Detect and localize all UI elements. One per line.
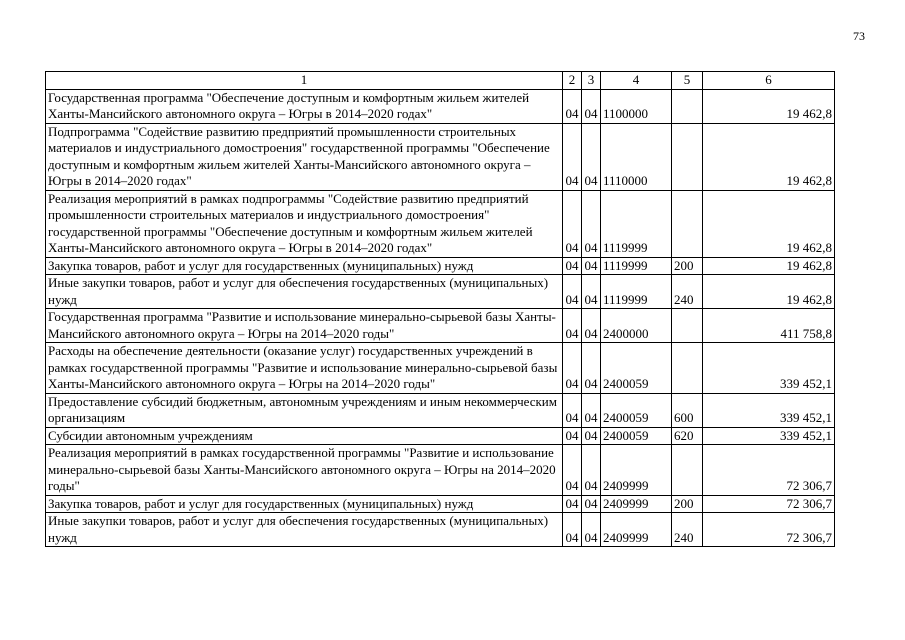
row-amount: 19 462,8 bbox=[703, 190, 835, 257]
header-col-3: 3 bbox=[582, 72, 601, 90]
row-amount: 19 462,8 bbox=[703, 257, 835, 275]
row-description: Расходы на обеспечение деятельности (оказание услуг) государственных учреждений в рамках государственной программы "Развитие и использование минерально-сырьевой базы Ханты-Мансийского автономного округа – Югры на 2014–2020 годы" bbox=[46, 343, 563, 394]
header-col-5: 5 bbox=[672, 72, 703, 90]
page-number: 73 bbox=[853, 29, 865, 43]
row-subsection: 04 bbox=[582, 275, 601, 309]
row-section: 04 bbox=[563, 309, 582, 343]
row-subsection: 04 bbox=[582, 393, 601, 427]
table-header-row bbox=[46, 72, 835, 90]
row-target-code: 2400059 bbox=[601, 343, 672, 394]
header-col-6: 6 bbox=[703, 72, 835, 90]
row-description: Государственная программа "Развитие и использование минерально-сырьевой базы Ханты-Мансийского автономного округа – Югры на 2014–2020 годы" bbox=[46, 309, 563, 343]
row-description: Предоставление субсидий бюджетным, автономным учреждениям и иным некоммерческим организациям bbox=[46, 393, 563, 427]
table-row bbox=[46, 89, 835, 123]
row-section: 04 bbox=[563, 427, 582, 445]
row-expense-type bbox=[672, 89, 703, 123]
row-target-code: 2400000 bbox=[601, 309, 672, 343]
row-subsection: 04 bbox=[582, 257, 601, 275]
row-subsection: 04 bbox=[582, 445, 601, 496]
header-col-2: 2 bbox=[563, 72, 582, 90]
row-subsection: 04 bbox=[582, 513, 601, 547]
row-subsection: 04 bbox=[582, 495, 601, 513]
row-description: Подпрограмма "Содействие развитию предприятий промышленности строительных материалов и индустриального домостроения" государственной программы "Обеспечение доступным и комфортным жильем жителей Ханты-Мансийского автономного округа – Югры в 2014–2020 годах" bbox=[46, 123, 563, 190]
row-section: 04 bbox=[563, 513, 582, 547]
row-expense-type bbox=[672, 309, 703, 343]
row-amount: 411 758,8 bbox=[703, 309, 835, 343]
table-row bbox=[46, 275, 835, 309]
row-amount: 72 306,7 bbox=[703, 495, 835, 513]
row-section: 04 bbox=[563, 275, 582, 309]
row-subsection: 04 bbox=[582, 343, 601, 394]
row-expense-type: 200 bbox=[672, 257, 703, 275]
row-amount: 339 452,1 bbox=[703, 343, 835, 394]
table-row bbox=[46, 513, 835, 547]
table-row bbox=[46, 445, 835, 496]
row-description: Иные закупки товаров, работ и услуг для обеспечения государственных (муниципальных) нужд bbox=[46, 513, 563, 547]
row-description: Иные закупки товаров, работ и услуг для обеспечения государственных (муниципальных) нужд bbox=[46, 275, 563, 309]
row-expense-type bbox=[672, 123, 703, 190]
row-subsection: 04 bbox=[582, 309, 601, 343]
header-col-1: 1 bbox=[46, 72, 563, 90]
row-expense-type: 240 bbox=[672, 275, 703, 309]
row-section: 04 bbox=[563, 393, 582, 427]
row-subsection: 04 bbox=[582, 190, 601, 257]
table-row bbox=[46, 257, 835, 275]
row-amount: 339 452,1 bbox=[703, 427, 835, 445]
row-description: Реализация мероприятий в рамках подпрограммы "Содействие развитию предприятий промышленности строительных материалов и индустриального домостроения" государственной программы "Обеспечение доступным и комфортным жильем жителей Ханты-Мансийского автономного округа – Югры в 2014–2020 годах" bbox=[46, 190, 563, 257]
row-subsection: 04 bbox=[582, 123, 601, 190]
row-subsection: 04 bbox=[582, 89, 601, 123]
row-section: 04 bbox=[563, 190, 582, 257]
row-amount: 72 306,7 bbox=[703, 445, 835, 496]
row-amount: 19 462,8 bbox=[703, 89, 835, 123]
row-amount: 339 452,1 bbox=[703, 393, 835, 427]
row-section: 04 bbox=[563, 123, 582, 190]
row-expense-type bbox=[672, 190, 703, 257]
budget-table bbox=[45, 71, 835, 547]
row-expense-type bbox=[672, 445, 703, 496]
row-section: 04 bbox=[563, 445, 582, 496]
row-subsection: 04 bbox=[582, 427, 601, 445]
table-row bbox=[46, 393, 835, 427]
table-row bbox=[46, 427, 835, 445]
row-amount: 72 306,7 bbox=[703, 513, 835, 547]
row-target-code: 2409999 bbox=[601, 445, 672, 496]
row-section: 04 bbox=[563, 257, 582, 275]
row-description: Государственная программа "Обеспечение доступным и комфортным жильем жителей Ханты-Мансийского автономного округа – Югры в 2014–2020 годах" bbox=[46, 89, 563, 123]
row-description: Закупка товаров, работ и услуг для государственных (муниципальных) нужд bbox=[46, 495, 563, 513]
row-target-code: 1110000 bbox=[601, 123, 672, 190]
table-row bbox=[46, 343, 835, 394]
row-expense-type: 240 bbox=[672, 513, 703, 547]
row-target-code: 1119999 bbox=[601, 257, 672, 275]
table-row bbox=[46, 190, 835, 257]
row-target-code: 2400059 bbox=[601, 393, 672, 427]
row-expense-type bbox=[672, 343, 703, 394]
header-col-4: 4 bbox=[601, 72, 672, 90]
table-row bbox=[46, 495, 835, 513]
row-target-code: 1119999 bbox=[601, 275, 672, 309]
row-amount: 19 462,8 bbox=[703, 123, 835, 190]
row-amount: 19 462,8 bbox=[703, 275, 835, 309]
row-description: Закупка товаров, работ и услуг для государственных (муниципальных) нужд bbox=[46, 257, 563, 275]
row-expense-type: 620 bbox=[672, 427, 703, 445]
table-row bbox=[46, 309, 835, 343]
row-expense-type: 200 bbox=[672, 495, 703, 513]
row-target-code: 1100000 bbox=[601, 89, 672, 123]
row-target-code: 2400059 bbox=[601, 427, 672, 445]
row-description: Субсидии автономным учреждениям bbox=[46, 427, 563, 445]
table-row bbox=[46, 123, 835, 190]
row-target-code: 2409999 bbox=[601, 495, 672, 513]
row-section: 04 bbox=[563, 89, 582, 123]
row-section: 04 bbox=[563, 343, 582, 394]
row-target-code: 1119999 bbox=[601, 190, 672, 257]
row-target-code: 2409999 bbox=[601, 513, 672, 547]
row-expense-type: 600 bbox=[672, 393, 703, 427]
row-description: Реализация мероприятий в рамках государственной программы "Развитие и использование минерально-сырьевой базы Ханты-Мансийского автономного округа – Югры на 2014–2020 годы" bbox=[46, 445, 563, 496]
row-section: 04 bbox=[563, 495, 582, 513]
